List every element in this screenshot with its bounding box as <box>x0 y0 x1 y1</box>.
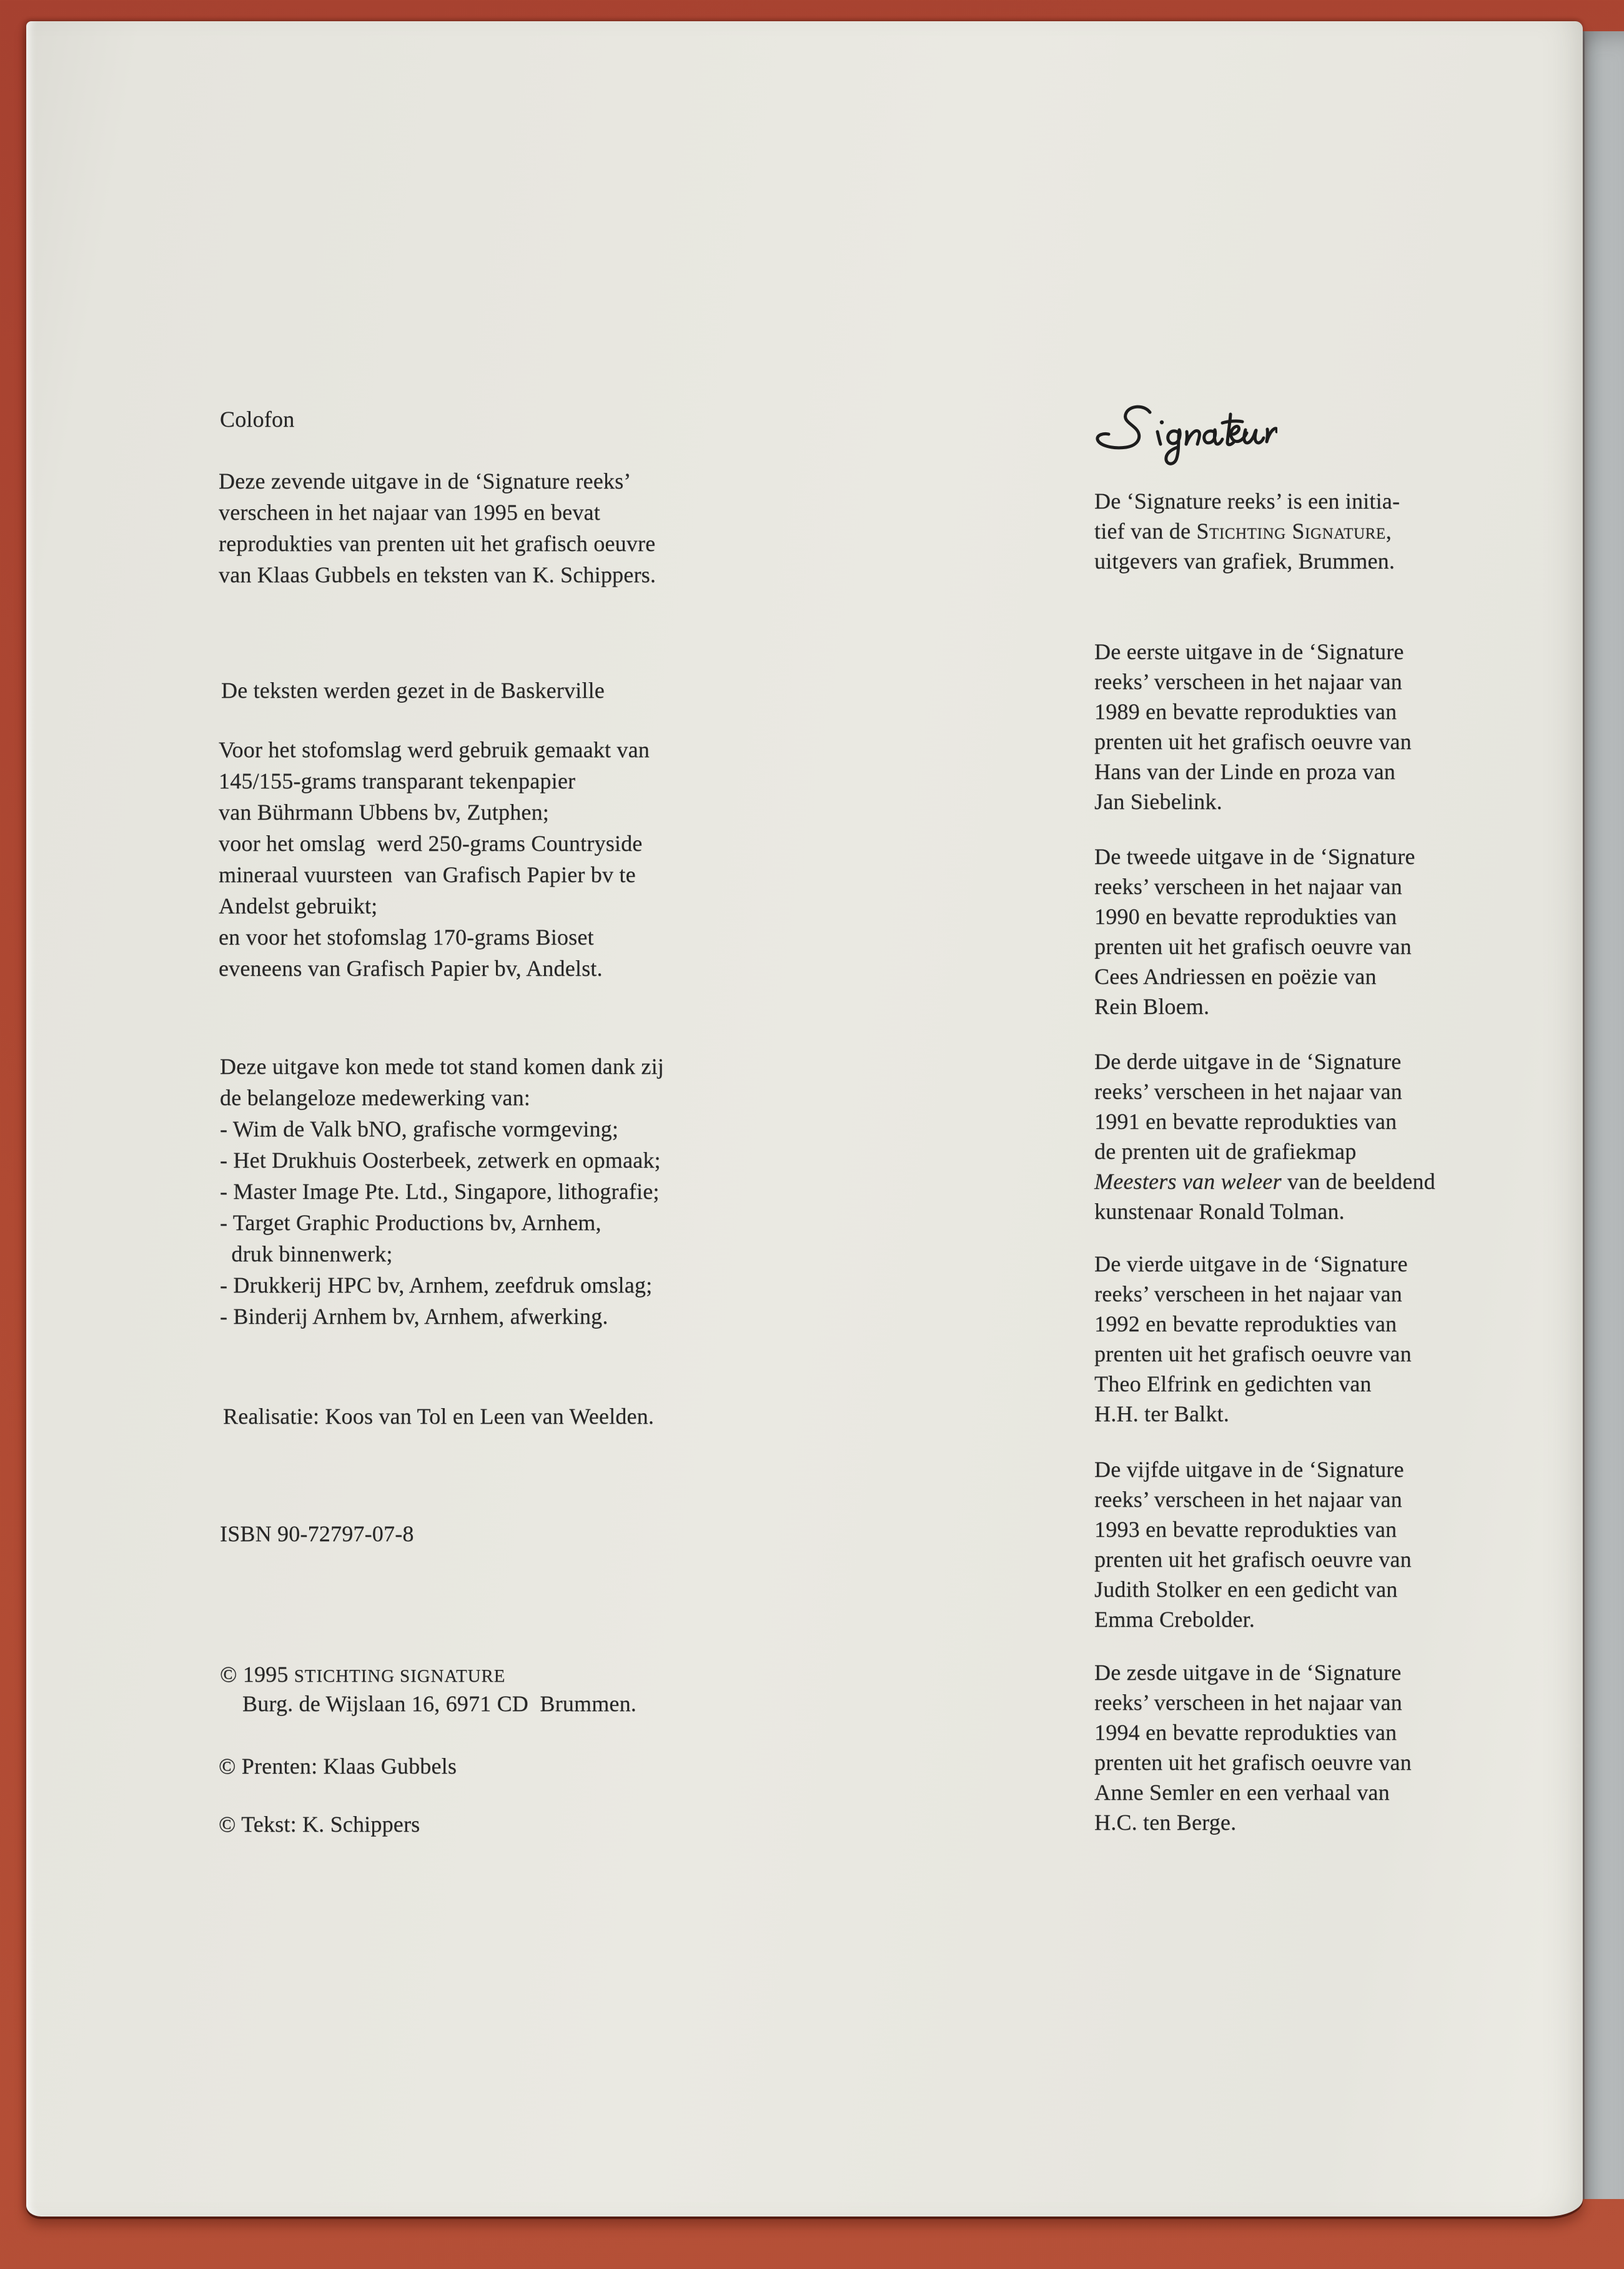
acknowledgements-list: Deze uitgave kon mede tot stand komen dank zij de belangeloze medewerking van: - Wim de Valk bNO, grafische vormgeving; - Het Drukhuis Oosterbeek, zetwerk en opmaak; - Master Image Pte. Ltd., Singapore, lithografie; - Target Graphic Productions bv, Arnhem, druk binnenwerk; - Drukkerij HPC bv, Arnhem, zeefdruk omslag; - Binderij Arnhem bv, Arnhem, afwerking. <box>220 1054 664 1329</box>
colophon-title: Colofon <box>220 407 295 432</box>
signature-script-logo <box>1090 395 1277 473</box>
colophon-page <box>26 21 1583 2217</box>
isbn-line: ISBN 90-72797-07-8 <box>220 1521 414 1546</box>
edition-4-paragraph: De vierde uitgave in de ‘Signature reeks’ verscheen in het najaar van 1992 en bevatte reprodukties van prenten uit het grafisch oeuvre van Theo Elfrink en gedichten van H.H. ter Balkt. <box>1094 1251 1412 1426</box>
underlying-grey-page-edge <box>1583 31 1624 2199</box>
series-intro-paragraph: De ‘Signature reeks’ is een initia- tief van de Stichting Signature, uitgevers van grafiek, Brummen. <box>1094 489 1400 573</box>
edition-6-paragraph: De zesde uitgave in de ‘Signature reeks’ verscheen in het najaar van 1994 en bevatte reprodukties van prenten uit het grafisch oeuvre van Anne Semler en een verhaal van H.C. ten Berge. <box>1094 1660 1412 1835</box>
copyright-prints-line: © Prenten: Klaas Gubbels <box>219 1754 457 1779</box>
typeface-note: De teksten werden gezet in de Baskerville <box>221 678 605 703</box>
copyright-text-line: © Tekst: K. Schippers <box>219 1812 420 1837</box>
materials-paragraph: Voor het stofomslag werd gebruik gemaakt van 145/155-grams transparant tekenpapier van Bührmann Ubbens bv, Zutphen; voor het omslag werd 250-grams Countryside mineraal vuursteen van Grafisch Papier bv te Andelst gebruikt; en voor het stofomslag 170-grams Bioset eveneens van Grafisch Papier bv, Andelst. <box>219 737 650 981</box>
copyright-address-line: Burg. de Wijslaan 16, 6971 CD Brummen. <box>242 1691 636 1716</box>
edition-2-paragraph: De tweede uitgave in de ‘Signature reeks’ verscheen in het najaar van 1990 en bevatte reprodukties van prenten uit het grafisch oeuvre van Cees Andriessen en poëzie van Rein Bloem. <box>1094 844 1415 1019</box>
realisation-line: Realisatie: Koos van Tol en Leen van Weelden. <box>223 1404 655 1429</box>
edition-1-paragraph: De eerste uitgave in de ‘Signature reeks’ verscheen in het najaar van 1989 en bevatte reprodukties van prenten uit het grafisch oeuvre van Hans van der Linde en proza van Jan Siebelink. <box>1094 639 1412 814</box>
colophon-intro-paragraph: Deze zevende uitgave in de ‘Signature reeks’ verscheen in het najaar van 1995 en bevat reprodukties van prenten uit het grafisch oeuvre van Klaas Gubbels en teksten van K. Schippers. <box>219 469 656 587</box>
copyright-publisher-line: © 1995 STICHTING SIGNATURE <box>220 1662 506 1687</box>
edition-3-paragraph: De derde uitgave in de ‘Signature reeks’ verscheen in het najaar van 1991 en bevatte reprodukties van de prenten uit de grafiekmap Meesters van weleer van de beeldend kunstenaar Ronald Tolman. <box>1094 1049 1435 1224</box>
edition-5-paragraph: De vijfde uitgave in de ‘Signature reeks’ verscheen in het najaar van 1993 en bevatte reprodukties van prenten uit het grafisch oeuvre van Judith Stolker en een gedicht van Emma Crebolder. <box>1094 1457 1412 1632</box>
